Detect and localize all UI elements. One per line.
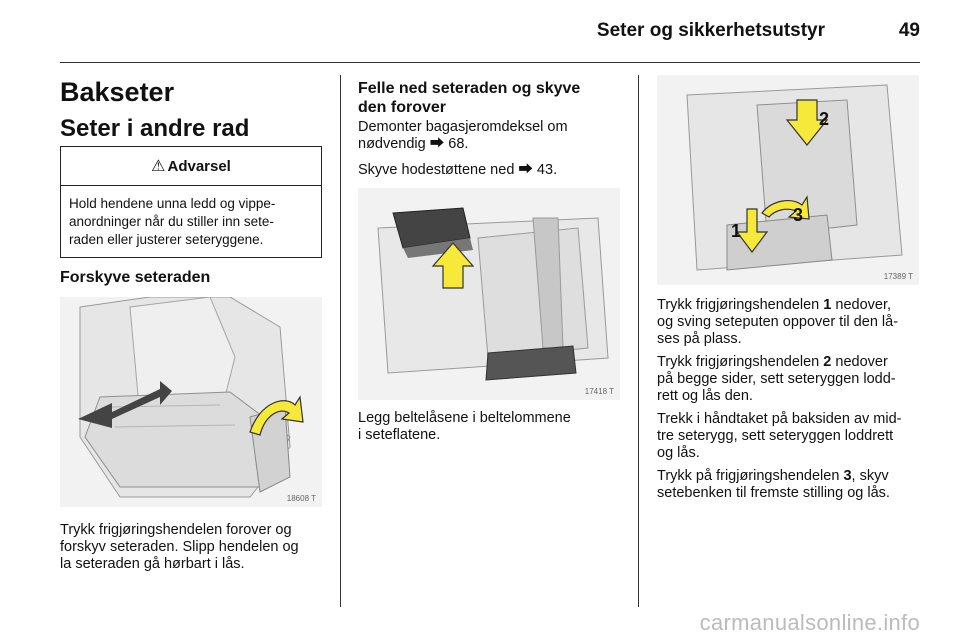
text-line: setebenken til fremste stilling og lås. xyxy=(657,485,890,501)
text-line: la seteraden gå hørbart i lås. xyxy=(60,556,245,572)
step-3 xyxy=(657,411,927,462)
section-heading: Bakseter xyxy=(60,77,175,107)
text-line: nødvendig ⮕ 68. xyxy=(358,136,469,152)
running-header: Seter og sikkerhetsutstyr xyxy=(596,20,825,41)
figure-label-1: 1 xyxy=(731,221,742,241)
text-line: Trykk på frigjøringshendelen 3, skyv xyxy=(657,468,889,484)
warning-line: raden eller justerer seteryggene. xyxy=(69,232,264,247)
col3-text xyxy=(657,297,927,502)
step-1 xyxy=(657,297,927,348)
headrest-figure xyxy=(358,188,620,400)
col2-headrest-text: Skyve hodestøttene ned ⮕ 43. xyxy=(358,162,558,178)
text-line: Trykk frigjøringshendelen 1 nedover, xyxy=(657,297,892,313)
warning-text xyxy=(61,186,321,249)
warning-triangle-icon: ⚠ xyxy=(151,158,166,175)
subsection-heading: Seter i andre rad xyxy=(60,115,250,142)
figure-code: 17389 T xyxy=(883,272,913,281)
step-4 xyxy=(657,468,927,502)
column-divider xyxy=(638,75,639,607)
footer-watermark: carmanualsonline.info xyxy=(699,610,920,635)
figure-label-2: 2 xyxy=(819,109,830,129)
warning-title: Advarsel xyxy=(167,157,231,175)
text-line: Trekk i håndtaket på baksiden av mid- xyxy=(657,411,902,427)
text-line: og sving seteputen oppover til den lå- xyxy=(657,314,899,330)
warning-header xyxy=(61,147,321,186)
figure-code: 18608 T xyxy=(286,494,316,503)
fold-seat-figure xyxy=(657,75,919,285)
text-line: tre seterygg, sett seteryggen loddrett xyxy=(657,428,894,444)
figure-label-3: 3 xyxy=(793,205,804,225)
text-line: Legg beltelåsene i beltelommene xyxy=(358,410,571,426)
text-line: Trykk frigjøringshendelen forover og xyxy=(60,522,292,538)
text-line: på begge sider, sett seteryggen lodd- xyxy=(657,371,896,387)
text-line: forskyv seteraden. Slipp hendelen og xyxy=(60,539,299,555)
warning-box xyxy=(60,146,322,258)
page-number: 49 xyxy=(898,20,920,41)
warning-line: anordninger når du stiller inn sete- xyxy=(69,214,274,229)
col2-heading xyxy=(358,79,580,117)
text-line: og lås. xyxy=(657,445,700,461)
text-line: Trykk frigjøringshendelen 2 nedover xyxy=(657,354,888,370)
column-divider xyxy=(340,75,341,607)
text-line: i seteflatene. xyxy=(358,427,441,443)
col2-after-text xyxy=(358,410,571,444)
header-rule xyxy=(60,62,920,63)
warning-line: Hold hendene unna ledd og vippe- xyxy=(69,196,276,211)
col2-intro xyxy=(358,119,568,153)
figure-code: 17418 T xyxy=(584,387,614,396)
heading-line: Felle ned seteraden og skyve xyxy=(358,80,581,97)
seat-slide-figure xyxy=(60,297,322,507)
text-line: Demonter bagasjeromdeksel om xyxy=(358,119,568,135)
heading-line: den forover xyxy=(358,99,447,116)
text-line: rett og lås den. xyxy=(657,388,753,404)
step-2 xyxy=(657,354,927,405)
col1-heading: Forskyve seteraden xyxy=(60,269,211,286)
col1-text xyxy=(60,522,299,573)
text-line: ses på plass. xyxy=(657,331,742,347)
